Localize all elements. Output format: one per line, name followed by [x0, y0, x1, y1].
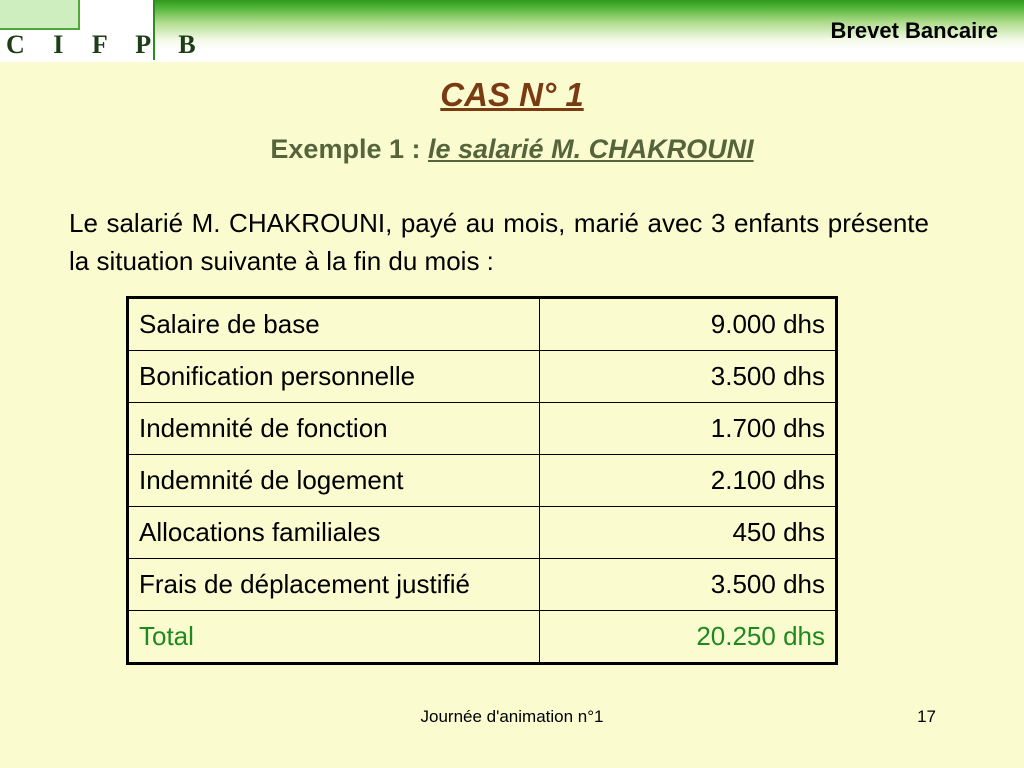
- table-row: [128, 298, 837, 351]
- header-title: Brevet Bancaire: [830, 18, 998, 43]
- row-value: 450 dhs: [540, 507, 837, 559]
- row-label: Allocations familiales: [128, 507, 540, 559]
- row-value: 3.500 dhs: [540, 559, 837, 611]
- logo-text: C I F P B: [6, 30, 207, 59]
- logo-corner-decoration: [0, 0, 80, 30]
- total-value: 20.250 dhs: [540, 611, 837, 664]
- row-value: 3.500 dhs: [540, 351, 837, 403]
- case-title: CAS N° 1: [440, 76, 584, 113]
- row-label: Indemnité de logement: [128, 455, 540, 507]
- row-value: 2.100 dhs: [540, 455, 837, 507]
- subtitle-prefix: Exemple 1 :: [270, 134, 428, 164]
- intro-paragraph: Le salarié M. CHAKROUNI, payé au mois, marié avec 3 enfants présente la situation suivante à la fin du mois :: [69, 208, 929, 276]
- footer-event: Journée d'animation n°1: [420, 707, 604, 726]
- subtitle: [0, 134, 1024, 165]
- row-label: Bonification personnelle: [128, 351, 540, 403]
- table-row: [128, 507, 837, 559]
- subtitle-employee: le salarié M. CHAKROUNI: [427, 134, 754, 164]
- row-label: Frais de déplacement justifié: [128, 559, 540, 611]
- total-label: Total: [128, 611, 540, 664]
- row-label: Indemnité de fonction: [128, 403, 540, 455]
- total-row: [128, 611, 837, 664]
- table-row: [128, 559, 837, 611]
- table-row: [128, 455, 837, 507]
- row-label: Salaire de base: [128, 298, 540, 351]
- logo: [0, 0, 207, 60]
- table-row: [128, 351, 837, 403]
- table-row: [128, 403, 837, 455]
- row-value: 1.700 dhs: [540, 403, 837, 455]
- page-number: 17: [917, 707, 936, 726]
- salary-table: [126, 296, 838, 665]
- row-value: 9.000 dhs: [540, 298, 837, 351]
